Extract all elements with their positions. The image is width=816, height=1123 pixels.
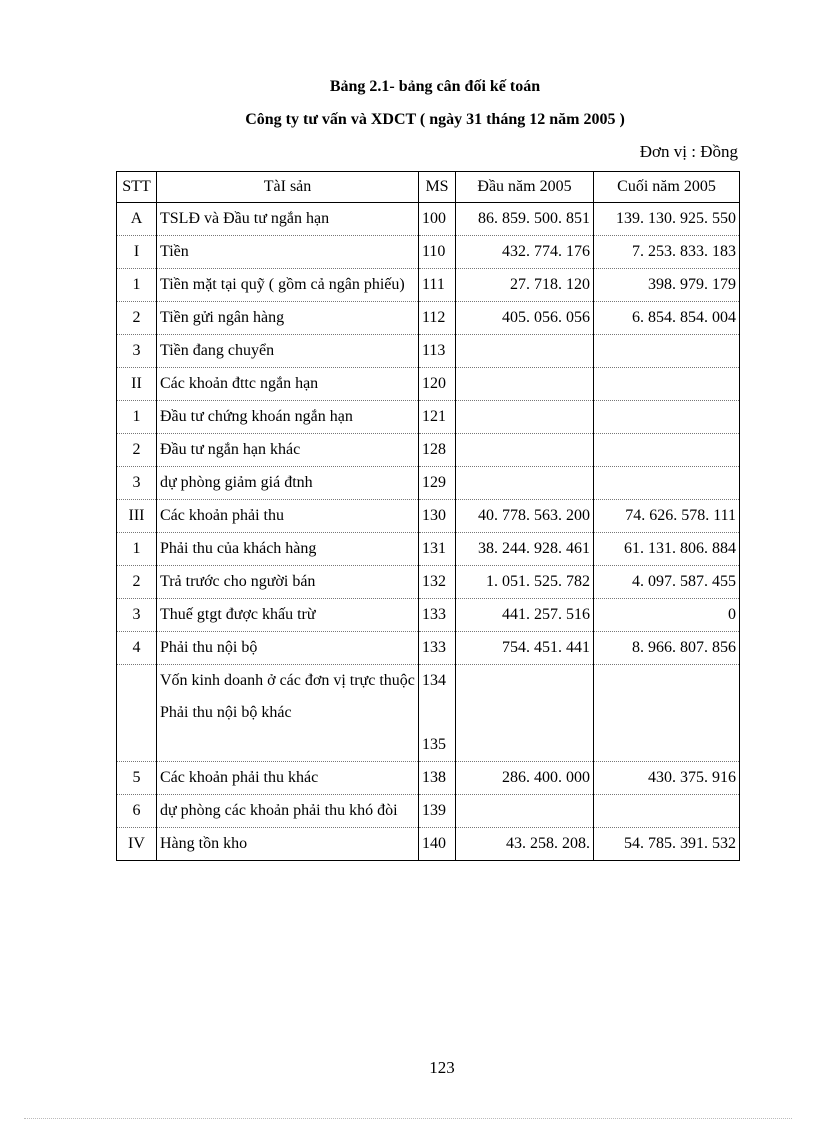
cell-end: 430. 375. 916 [594,762,740,795]
table-row [117,401,740,434]
cell-ms: 100 [419,203,456,236]
cell-ms: 112 [419,302,456,335]
table-row [117,828,740,861]
cell-end: 398. 979. 179 [594,269,740,302]
cell-stt: 2 [117,434,157,467]
cell-asset: Trả trước cho người bán [157,566,419,599]
cell-ms: 138 [419,762,456,795]
cell-ms: 128 [419,434,456,467]
cell-end: 7. 253. 833. 183 [594,236,740,269]
cell-end: 0 [594,599,740,632]
cell-ms-line: 134 [422,672,446,689]
cell-ms: 130 [419,500,456,533]
cell-end: 54. 785. 391. 532 [594,828,740,861]
cell-asset: dự phòng giảm giá đtnh [157,467,419,500]
cell-ms-line [422,697,452,729]
header-begin-year: Đầu năm 2005 [456,172,594,203]
cell-begin: 1. 051. 525. 782 [456,566,594,599]
cell-ms: 110 [419,236,456,269]
cell-ms: 133 [419,599,456,632]
table-row [117,269,740,302]
table-row [117,335,740,368]
cell-ms-line: 135 [422,736,446,753]
cell-end [594,335,740,368]
cell-stt: 2 [117,566,157,599]
table-row [117,599,740,632]
cell-asset: Thuế gtgt được khấu trừ [157,599,419,632]
header-row [117,172,740,203]
cell-asset: Các khoản phải thu khác [157,762,419,795]
cell-asset: Các khoản phải thu [157,500,419,533]
table-row [117,762,740,795]
table-row [117,632,740,665]
cell-end: 6. 854. 854. 004 [594,302,740,335]
cell-asset: Tiền gửi ngân hàng [157,302,419,335]
cell-begin [456,467,594,500]
cell-end: 139. 130. 925. 550 [594,203,740,236]
cell-stt: 1 [117,533,157,566]
table-row [117,434,740,467]
cell-asset: Đầu tư chứng khoán ngắn hạn [157,401,419,434]
cell-begin: 405. 056. 056 [456,302,594,335]
cell-end [594,401,740,434]
cell-begin: 38. 244. 928. 461 [456,533,594,566]
cell-asset: Phải thu của khách hàng [157,533,419,566]
cell-stt: IV [117,828,157,861]
cell-stt: 3 [117,599,157,632]
cell-begin [456,401,594,434]
cell-begin: 441. 257. 516 [456,599,594,632]
cell-stt: 5 [117,762,157,795]
table-row [117,467,740,500]
cell-asset: Tiền [157,236,419,269]
cell-stt: 2 [117,302,157,335]
cell-end: 8. 966. 807. 856 [594,632,740,665]
header-asset: TàI sản [157,172,419,203]
table-row [117,368,740,401]
table-title: Bảng 2.1- bảng cân đối kế toán [329,78,541,95]
cell-stt: 3 [117,335,157,368]
cell-stt [117,665,157,762]
cell-begin: 286. 400. 000 [456,762,594,795]
cell-asset: Tiền đang chuyển [157,335,419,368]
cell-stt: I [117,236,157,269]
cell-ms: 111 [419,269,456,302]
cell-stt: A [117,203,157,236]
header-end-year: Cuối năm 2005 [594,172,740,203]
cell-stt: 3 [117,467,157,500]
cell-end [594,434,740,467]
cell-begin: 432. 774. 176 [456,236,594,269]
table-row [117,302,740,335]
cell-end [594,467,740,500]
table-subtitle: Công ty tư vấn và XDCT ( ngày 31 tháng 12 năm 2005 ) [245,111,625,128]
cell-stt: III [117,500,157,533]
cell-ms: 132 [419,566,456,599]
cell-asset: Phải thu nội bộ [157,632,419,665]
table-row [117,203,740,236]
cell-asset: Hàng tồn kho [157,828,419,861]
cell-begin: 27. 718. 120 [456,269,594,302]
cell-ms: 139 [419,795,456,828]
table-row [117,566,740,599]
cell-asset-line: Vốn kinh doanh ở các đơn vị trực thuộc [160,672,415,689]
cell-asset [157,665,419,762]
cell-ms: 129 [419,467,456,500]
cell-begin: 40. 778. 563. 200 [456,500,594,533]
cell-asset: Đầu tư ngắn hạn khác [157,434,419,467]
cell-ms: 131 [419,533,456,566]
cell-ms: 120 [419,368,456,401]
cell-begin [456,368,594,401]
cell-ms: 140 [419,828,456,861]
table-row [117,665,740,762]
cell-end: 61. 131. 806. 884 [594,533,740,566]
cell-begin [456,335,594,368]
cell-stt: 1 [117,401,157,434]
table-row [117,500,740,533]
table-row [117,795,740,828]
cell-stt: 6 [117,795,157,828]
table-row [117,236,740,269]
cell-ms: 133 [419,632,456,665]
cell-ms: 113 [419,335,456,368]
cell-begin: 754. 451. 441 [456,632,594,665]
cell-begin: 43. 258. 208. [456,828,594,861]
cell-end [594,368,740,401]
cell-begin [456,434,594,467]
cell-ms: 121 [419,401,456,434]
cell-end [594,665,740,762]
cell-asset: TSLĐ và Đầu tư ngắn hạn [157,203,419,236]
cell-end [594,795,740,828]
cell-begin [456,795,594,828]
cell-stt: II [117,368,157,401]
cell-begin: 86. 859. 500. 851 [456,203,594,236]
cell-stt: 1 [117,269,157,302]
cell-asset: Tiền mặt tại quỹ ( gồm cả ngân phiếu) [157,269,419,302]
cell-asset: Các khoản đttc ngắn hạn [157,368,419,401]
page-bottom-divider [24,1118,792,1119]
currency-unit: Đơn vị : Đồng [639,142,738,161]
cell-stt: 4 [117,632,157,665]
cell-ms [419,665,456,762]
cell-asset-line: Phải thu nội bộ khác [160,704,292,721]
page-number: 123 [429,1058,455,1077]
cell-end: 74. 626. 578. 111 [594,500,740,533]
header-ms: MS [419,172,456,203]
table-row [117,533,740,566]
cell-asset: dự phòng các khoản phải thu khó đòi [157,795,419,828]
cell-begin [456,665,594,762]
balance-sheet-table [116,171,740,861]
cell-end: 4. 097. 587. 455 [594,566,740,599]
header-stt: STT [117,172,157,203]
